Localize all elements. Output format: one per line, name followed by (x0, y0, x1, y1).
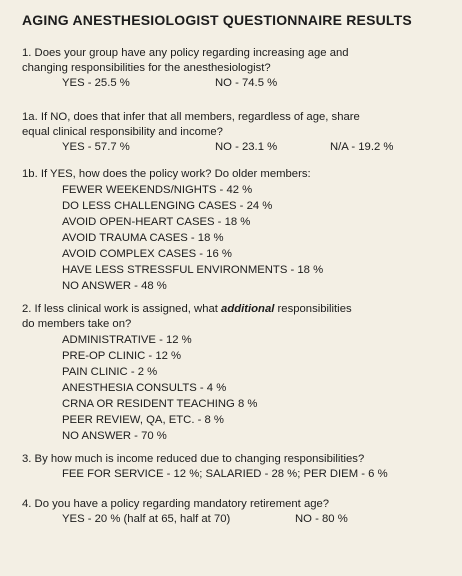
list-item: FEWER WEEKENDS/NIGHTS - 42 % (62, 184, 253, 196)
list-item: NO ANSWER - 70 % (62, 430, 167, 442)
question-1a-yes: YES - 57.7 % (62, 141, 130, 153)
list-item: PRE-OP CLINIC - 12 % (62, 350, 182, 362)
question-1a-line-2: equal clinical responsibility and income? (22, 126, 223, 138)
question-1a-na: N/A - 19.2 % (330, 141, 394, 153)
list-item: NO ANSWER - 48 % (62, 280, 167, 292)
list-item: PAIN CLINIC - 2 % (62, 366, 158, 378)
question-2-emphasis: additional (221, 303, 275, 315)
question-1b-line-1: 1b. If YES, how does the policy work? Do older members: (22, 168, 311, 180)
question-4-yes: YES - 20 % (half at 65, half at 70) (62, 513, 231, 525)
list-item: AVOID COMPLEX CASES - 16 % (62, 248, 232, 260)
list-item: AVOID OPEN-HEART CASES - 18 % (62, 216, 251, 228)
question-4-no: NO - 80 % (295, 513, 348, 525)
question-2-text-pre: 2. If less clinical work is assigned, what (22, 303, 222, 315)
question-1-line-2: changing responsibilities for the anesthesiologist? (22, 62, 271, 74)
question-1a-line-1: 1a. If NO, does that infer that all members, regardless of age, share (22, 111, 360, 123)
list-item: HAVE LESS STRESSFUL ENVIRONMENTS - 18 % (62, 264, 324, 276)
question-2-list (62, 332, 257, 444)
question-2-text-post: responsibilities (274, 303, 352, 315)
question-2-line-1 (22, 302, 352, 318)
list-item: CRNA OR RESIDENT TEACHING 8 % (62, 398, 258, 410)
list-item: ANESTHESIA CONSULTS - 4 % (62, 382, 227, 394)
question-3-line-1: 3. By how much is income reduced due to changing responsibilities? (22, 453, 365, 465)
question-1a-no: NO - 23.1 % (215, 141, 278, 153)
question-2-line-2: do members take on? (22, 318, 132, 330)
list-item: AVOID TRAUMA CASES - 18 % (62, 232, 224, 244)
question-1-yes: YES - 25.5 % (62, 77, 130, 89)
list-item: ADMINISTRATIVE - 12 % (62, 334, 192, 346)
question-1-no: NO - 74.5 % (215, 77, 278, 89)
question-1b-list (62, 182, 323, 294)
list-item: DO LESS CHALLENGING CASES - 24 % (62, 200, 273, 212)
list-item: PEER REVIEW, QA, ETC. - 8 % (62, 414, 224, 426)
question-3-answer: FEE FOR SERVICE - 12 %; SALARIED - 28 %; PER DIEM - 6 % (62, 468, 388, 480)
page-title: AGING ANESTHESIOLOGIST QUESTIONNAIRE RESULTS (22, 12, 412, 28)
question-1-line-1: 1. Does your group have any policy regarding increasing age and (22, 47, 349, 59)
question-4-line-1: 4. Do you have a policy regarding mandatory retirement age? (22, 498, 330, 510)
